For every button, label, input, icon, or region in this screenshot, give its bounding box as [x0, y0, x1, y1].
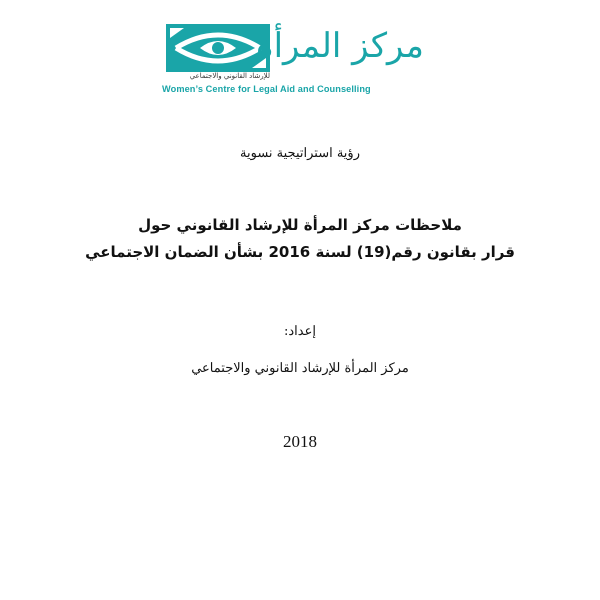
prepared-by: مركز المرأة للإرشاد القانوني والاجتماعي	[191, 361, 409, 376]
document-subtitle: رؤية استراتيجية نسوية	[240, 146, 360, 161]
logo-english-name: Women’s Centre for Legal Aid and Counselling	[162, 84, 371, 94]
prepared-label: إعداد:	[284, 324, 316, 339]
document-year: 2018	[283, 432, 317, 451]
organization-logo	[162, 22, 424, 94]
document-title-line-2: قرار بقانون رقم(19) لسنة 2016 بشأن الضمان الاجتماعي	[85, 243, 515, 261]
document-title-line-1: ملاحظات مركز المرأة للإرشاد القانوني حول	[138, 216, 462, 234]
logo-arabic-subtitle: للإرشاد القانوني والاجتماعي	[189, 72, 270, 80]
eye-emblem-icon	[166, 24, 270, 72]
logo-arabic-name: مركز المرأة	[255, 26, 424, 66]
